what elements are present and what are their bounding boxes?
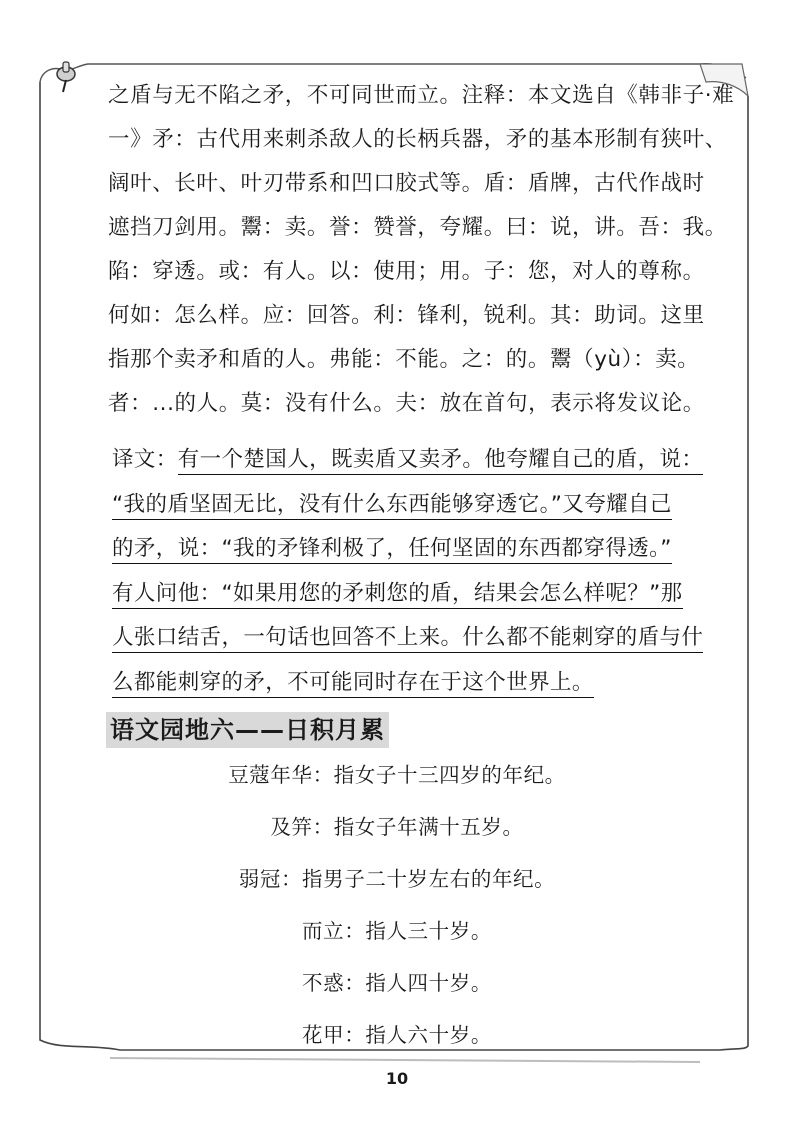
annotation-line: 指那个卖矛和盾的人。弗能：不能。之：的。鬻（yù）：卖。: [108, 347, 700, 372]
translation-text: 么都能刺穿的矛，不可能同时存在于这个世界上。: [112, 670, 594, 698]
annotation-line: 陷：穿透。或：有人。以：使用；用。子：您，对人的尊称。: [108, 259, 705, 284]
idiom-item: 花甲：指人六十岁。: [302, 1023, 492, 1047]
translation-line: [112, 661, 732, 706]
translation-text: “我的盾坚固无比，没有什么东西能够穿透它。”又夸耀自己: [112, 492, 672, 520]
annotation-line: 何如：怎么样。应：回答。利：锋利，锐利。其：助词。这里: [108, 303, 705, 328]
pushpin-icon: [57, 62, 75, 92]
idiom-item: 弱冠：指男子二十岁左右的年纪。: [238, 867, 556, 891]
translation-text: 有人问他：“如果用您的矛刺您的盾，结果会怎么样呢？”那: [112, 581, 683, 609]
annotation-line: 之盾与无不陷之矛，不可同世而立。注释：本文选自《韩非子·难: [108, 83, 735, 108]
annotation-line: 遮挡刀剑用。鬻：卖。誉：赞誉，夸耀。曰：说，讲。吾：我。: [108, 215, 727, 240]
idiom-item: 豆蔻年华：指女子十三四岁的年纪。: [228, 763, 566, 787]
idiom-item: 而立：指人三十岁。: [302, 919, 492, 943]
idiom-item: 及笄：指女子年满十五岁。: [270, 815, 524, 839]
translation-paragraph: [112, 438, 732, 705]
annotation-line: 者：...的人。莫：没有什么。夫：放在首句，表示将发议论。: [108, 391, 705, 416]
translation-line: [112, 527, 732, 572]
page-number: 10: [385, 1069, 409, 1088]
translation-line: [112, 483, 732, 528]
translation-line: [112, 438, 732, 483]
annotation-paragraph: [108, 74, 748, 426]
translation-text: 人张口结舌，一句话也回答不上来。什么都不能刺穿的盾与什: [112, 625, 703, 653]
annotation-line: 阔叶、长叶、叶刃带系和凹口胶式等。盾：盾牌，古代作战时: [108, 171, 705, 196]
translation-line: [112, 616, 732, 661]
translation-line: [112, 572, 732, 617]
annotation-line: 一》矛：古代用来刺杀敌人的长柄兵器，矛的基本形制有狭叶、: [108, 127, 727, 152]
idiom-item: 不惑：指人四十岁。: [302, 971, 492, 995]
translation-text: 有一个楚国人，既卖盾又卖矛。他夸耀自己的盾，说：: [178, 447, 704, 475]
translation-text: 的矛，说：“我的矛锋利极了，任何坚固的东西都穿得透。”: [112, 536, 672, 564]
section-title: 语文园地六——日积月累: [106, 712, 389, 748]
translation-label: 译文：: [112, 447, 178, 472]
